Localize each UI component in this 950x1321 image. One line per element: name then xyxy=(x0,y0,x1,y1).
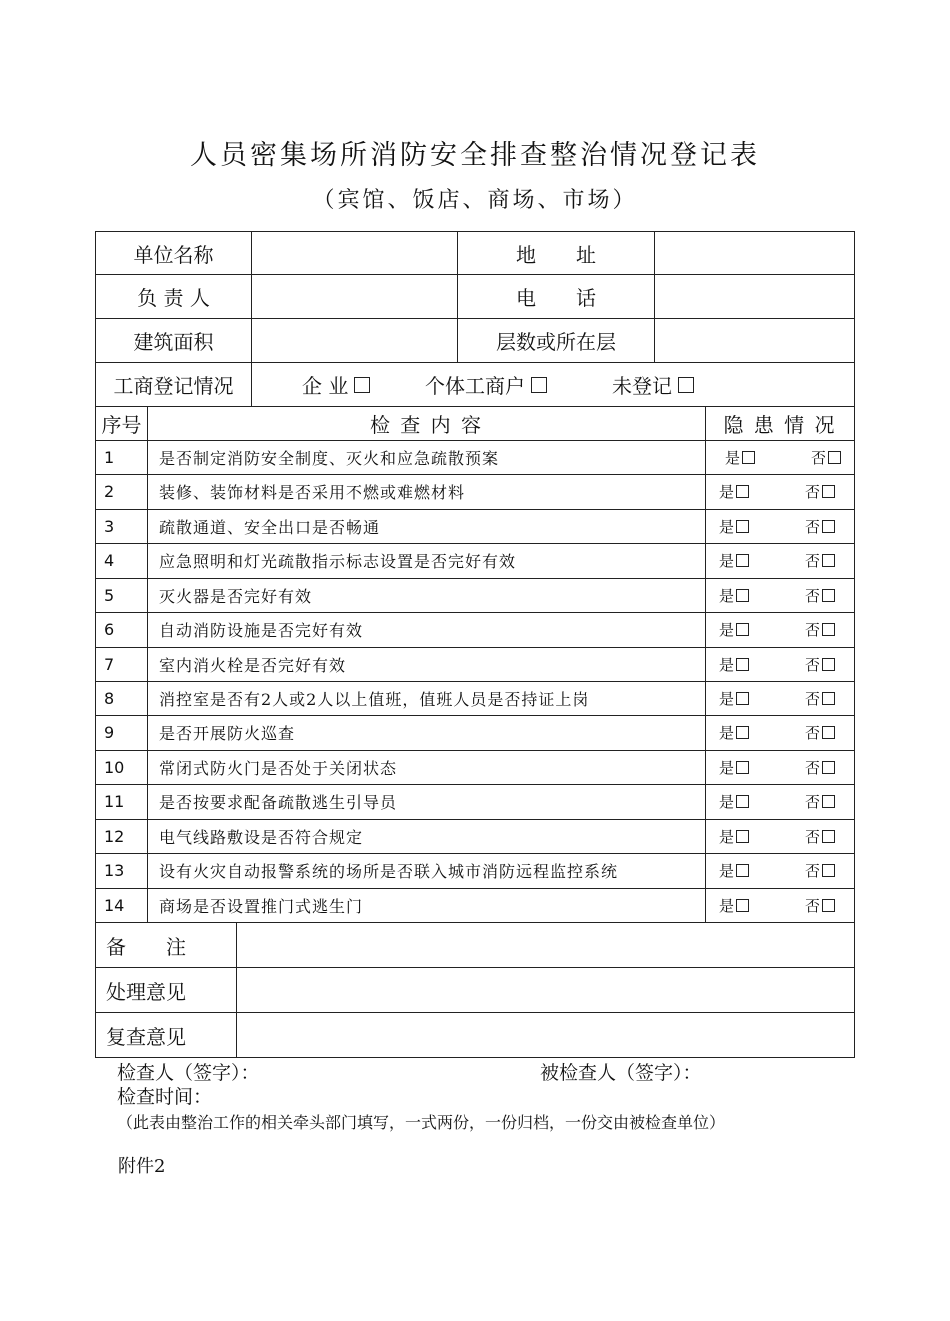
checkbox[interactable] xyxy=(736,589,749,602)
hazard-no-label: 否 xyxy=(805,655,821,674)
registration-option-unregistered[interactable] xyxy=(612,363,694,406)
checkbox[interactable] xyxy=(822,830,835,843)
hazard-no-option[interactable] xyxy=(805,509,835,543)
hazard-yes-label: 是 xyxy=(719,758,735,777)
hazard-yes-label: 是 xyxy=(719,620,735,639)
checkbox[interactable] xyxy=(736,485,749,498)
registration-option-enterprise[interactable] xyxy=(302,363,370,406)
item-text: 装修、装饰材料是否采用不燃或难燃材料 xyxy=(159,482,466,502)
checkbox[interactable] xyxy=(822,795,835,808)
checkbox[interactable] xyxy=(822,692,835,705)
form-note: （此表由整治工作的相关牵头部门填写，一式两份，一份归档，一份交由被检查单位） xyxy=(117,1113,726,1132)
hazard-no-option[interactable] xyxy=(805,578,835,612)
hazard-yes-label: 是 xyxy=(719,896,735,915)
hazard-no-label: 否 xyxy=(805,758,821,777)
handling-opinion-field[interactable] xyxy=(244,968,849,1012)
checkbox[interactable] xyxy=(822,658,835,671)
item-number: 14 xyxy=(104,895,125,915)
checkbox[interactable] xyxy=(822,589,835,602)
column-divider xyxy=(654,231,655,362)
checkbox[interactable] xyxy=(822,899,835,912)
checkbox[interactable] xyxy=(736,623,749,636)
hazard-no-option[interactable] xyxy=(805,784,835,818)
hazard-yes-option[interactable] xyxy=(719,578,749,612)
hazard-yes-label: 是 xyxy=(719,482,735,501)
hazard-no-label: 否 xyxy=(805,517,821,536)
hazard-yes-label: 是 xyxy=(725,448,741,467)
checkbox[interactable] xyxy=(736,761,749,774)
checkbox[interactable] xyxy=(736,658,749,671)
item-text: 室内消火栓是否完好有效 xyxy=(159,655,347,675)
checkbox[interactable] xyxy=(822,864,835,877)
item-text: 电气线路敷设是否符合规定 xyxy=(159,827,364,847)
column-divider xyxy=(251,231,252,406)
hazard-no-label: 否 xyxy=(805,723,821,742)
column-header-status: 隐 患 情 况 xyxy=(723,413,837,437)
item-number: 13 xyxy=(104,860,125,880)
checkbox[interactable] xyxy=(822,623,835,636)
hazard-no-option[interactable] xyxy=(805,612,835,646)
item-text: 是否制定消防安全制度、灭火和应急疏散预案 xyxy=(159,448,500,468)
hazard-yes-option[interactable] xyxy=(719,509,749,543)
hazard-no-option[interactable] xyxy=(805,819,835,853)
hazard-yes-option[interactable] xyxy=(719,681,749,715)
hazard-no-label: 否 xyxy=(805,586,821,605)
phone-label: 电 话 xyxy=(516,286,596,310)
form-subtitle: （宾馆、饭店、商场、市场） xyxy=(312,188,638,213)
checkbox[interactable] xyxy=(354,377,370,393)
checkbox[interactable] xyxy=(736,554,749,567)
column-header-content: 检 查 内 容 xyxy=(369,413,484,437)
person-in-charge-field[interactable] xyxy=(258,275,453,318)
hazard-no-label: 否 xyxy=(805,482,821,501)
hazard-yes-option[interactable] xyxy=(719,612,749,646)
inspector-signature-label: 检查人（签字）： xyxy=(117,1062,260,1084)
checkbox[interactable] xyxy=(736,692,749,705)
hazard-no-option[interactable] xyxy=(805,474,835,508)
hazard-no-option[interactable] xyxy=(805,647,835,681)
inspected-signature-label: 被检查人（签字）： xyxy=(540,1062,702,1084)
unit-name-label: 单位名称 xyxy=(133,242,214,267)
hazard-yes-label: 是 xyxy=(719,517,735,536)
hazard-yes-option[interactable] xyxy=(719,715,749,749)
unit-name-field[interactable] xyxy=(258,232,453,274)
hazard-yes-label: 是 xyxy=(719,655,735,674)
hazard-yes-label: 是 xyxy=(719,689,735,708)
item-number: 4 xyxy=(104,550,115,570)
building-area-field[interactable] xyxy=(258,319,453,362)
hazard-yes-label: 是 xyxy=(719,723,735,742)
inspection-time-label: 检查时间： xyxy=(117,1086,213,1108)
item-text: 是否按要求配备疏散逃生引导员 xyxy=(159,792,398,812)
hazard-yes-label: 是 xyxy=(719,827,735,846)
item-text: 自动消防设施是否完好有效 xyxy=(159,620,364,640)
checkbox[interactable] xyxy=(822,520,835,533)
checkbox[interactable] xyxy=(828,451,841,464)
hazard-no-label: 否 xyxy=(805,689,821,708)
checkbox[interactable] xyxy=(736,899,749,912)
hazard-no-label: 否 xyxy=(805,861,821,880)
handling-opinion-label: 处理意见 xyxy=(106,979,186,1004)
hazard-yes-option[interactable] xyxy=(719,888,749,922)
hazard-yes-option[interactable] xyxy=(719,784,749,818)
phone-field[interactable] xyxy=(660,275,850,318)
item-number: 1 xyxy=(104,447,115,467)
item-number: 11 xyxy=(104,791,125,811)
hazard-no-label: 否 xyxy=(805,896,821,915)
hazard-no-option[interactable] xyxy=(805,715,835,749)
item-number: 5 xyxy=(104,585,115,605)
hazard-yes-label: 是 xyxy=(719,586,735,605)
item-text: 消控室是否有2人或2人以上值班，值班人员是否持证上岗 xyxy=(159,689,590,709)
checkbox[interactable] xyxy=(736,795,749,808)
column-divider xyxy=(147,406,148,922)
remarks-label: 备 注 xyxy=(106,934,186,959)
checkbox[interactable] xyxy=(822,554,835,567)
item-text: 疏散通道、安全出口是否畅通 xyxy=(159,517,381,537)
hazard-yes-option[interactable] xyxy=(725,440,755,474)
item-text: 灭火器是否完好有效 xyxy=(159,586,313,606)
registration-option-individual[interactable] xyxy=(425,363,547,406)
hazard-no-option[interactable] xyxy=(805,888,835,922)
hazard-yes-option[interactable] xyxy=(719,853,749,887)
item-text: 应急照明和灯光疏散指示标志设置是否完好有效 xyxy=(159,551,517,571)
hazard-no-option[interactable] xyxy=(805,543,835,577)
checkbox[interactable] xyxy=(736,830,749,843)
hazard-yes-option[interactable] xyxy=(719,750,749,784)
hazard-yes-label: 是 xyxy=(719,861,735,880)
hazard-yes-option[interactable] xyxy=(719,647,749,681)
item-text: 常闭式防火门是否处于关闭状态 xyxy=(159,758,398,778)
hazard-no-label: 否 xyxy=(805,792,821,811)
item-number: 2 xyxy=(104,481,115,501)
checkbox[interactable] xyxy=(822,485,835,498)
checkbox[interactable] xyxy=(736,520,749,533)
address-field[interactable] xyxy=(660,232,850,274)
column-header-number: 序号 xyxy=(101,413,142,437)
column-divider xyxy=(236,922,237,1058)
checkbox[interactable] xyxy=(678,377,694,393)
remarks-field[interactable] xyxy=(244,923,849,967)
item-number: 3 xyxy=(104,516,115,536)
registration-label: 工商登记情况 xyxy=(113,374,234,398)
checkbox[interactable] xyxy=(822,726,835,739)
column-divider xyxy=(705,406,706,922)
item-number: 12 xyxy=(104,826,125,846)
form-title: 人员密集场所消防安全排查整治情况登记表 xyxy=(190,140,760,171)
floors-label: 层数或所在层 xyxy=(496,330,616,354)
item-number: 10 xyxy=(104,757,125,777)
hazard-yes-option[interactable] xyxy=(719,474,749,508)
registration-option-label: 未登记 xyxy=(612,374,672,398)
hazard-no-label: 否 xyxy=(805,827,821,846)
item-number: 6 xyxy=(104,619,115,639)
hazard-no-label: 否 xyxy=(811,448,827,467)
floors-field[interactable] xyxy=(660,319,850,362)
checkbox[interactable] xyxy=(736,864,749,877)
hazard-yes-label: 是 xyxy=(719,792,735,811)
item-number: 7 xyxy=(104,654,115,674)
hazard-no-label: 否 xyxy=(805,551,821,570)
hazard-yes-option[interactable] xyxy=(719,819,749,853)
attachment-label: 附件2 xyxy=(118,1156,166,1177)
hazard-no-option[interactable] xyxy=(805,750,835,784)
registration-option-label: 个体工商户 xyxy=(425,374,525,398)
item-text: 是否开展防火巡查 xyxy=(159,723,296,743)
checkbox[interactable] xyxy=(531,377,547,393)
recheck-opinion-field[interactable] xyxy=(244,1013,849,1057)
hazard-no-option[interactable] xyxy=(811,440,841,474)
building-area-label: 建筑面积 xyxy=(133,330,214,354)
person-in-charge-label: 负 责 人 xyxy=(137,286,210,310)
hazard-no-option[interactable] xyxy=(805,681,835,715)
address-label: 地 址 xyxy=(516,242,596,267)
hazard-yes-label: 是 xyxy=(719,551,735,570)
hazard-yes-option[interactable] xyxy=(719,543,749,577)
checkbox[interactable] xyxy=(736,726,749,739)
registration-option-label: 企 业 xyxy=(302,374,349,398)
checkbox[interactable] xyxy=(742,451,755,464)
hazard-no-label: 否 xyxy=(805,620,821,639)
recheck-opinion-label: 复查意见 xyxy=(106,1024,186,1049)
item-number: 9 xyxy=(104,722,115,742)
hazard-no-option[interactable] xyxy=(805,853,835,887)
item-number: 8 xyxy=(104,688,115,708)
checkbox[interactable] xyxy=(822,761,835,774)
item-text: 商场是否设置推门式逃生门 xyxy=(159,896,364,916)
item-text: 设有火灾自动报警系统的场所是否联入城市消防远程监控系统 xyxy=(159,861,619,881)
